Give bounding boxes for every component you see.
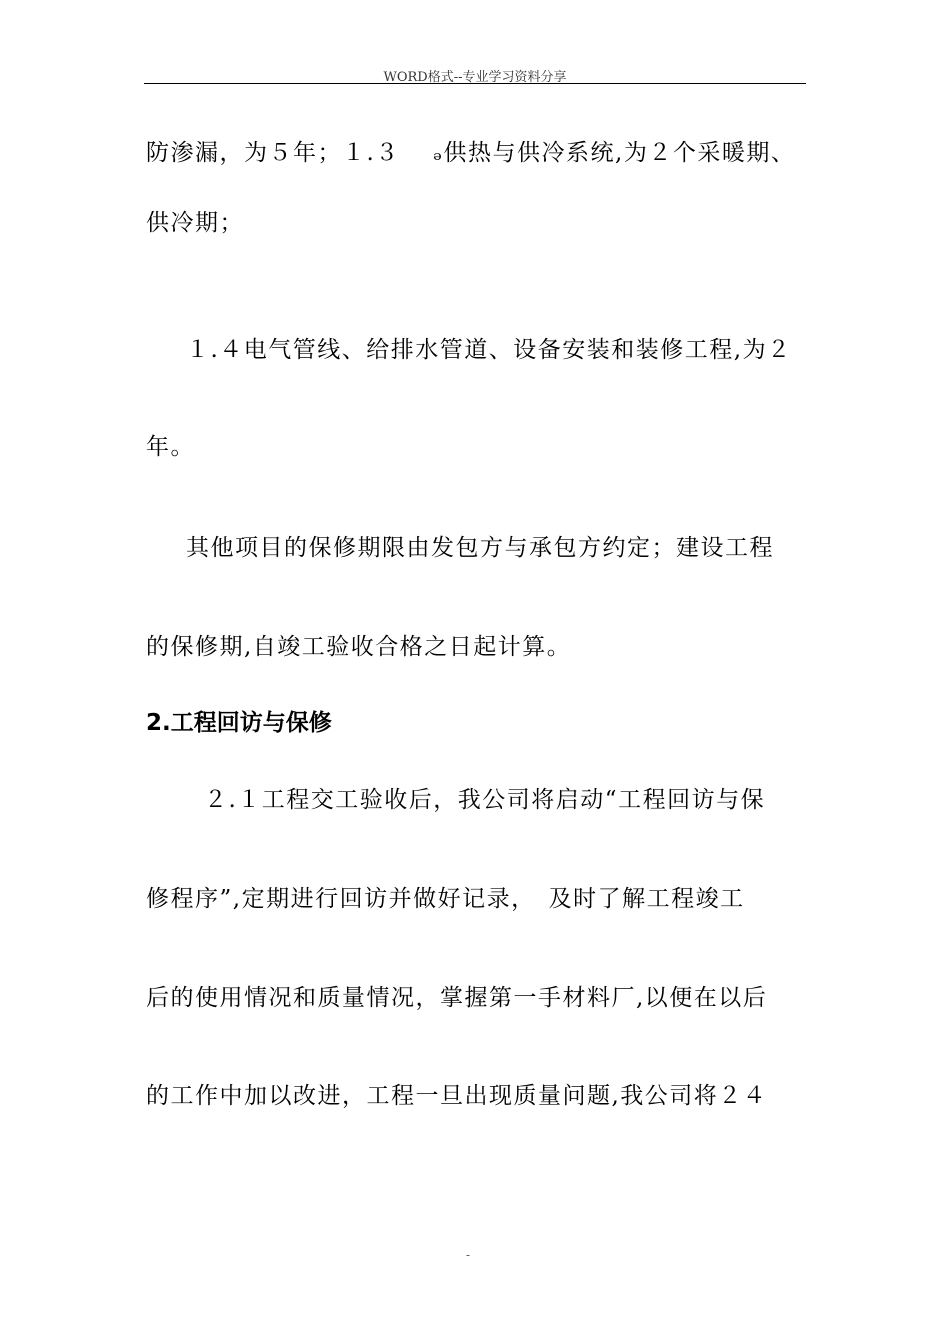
body-line-3: １.４电气管线、给排水管道、设备安装和装修工程,为２ [186, 337, 792, 363]
body-line-4: 年。 [146, 434, 195, 460]
header-rule [144, 83, 806, 84]
body-line-11: 的工作中加以改进，工程一旦出现质量问题,我公司将２４ [146, 1083, 768, 1109]
page-header: WORD格式--专业学习资料分享 [383, 70, 567, 85]
body-line-10: 后的使用情况和质量情况，掌握第一手材料厂,以便在以后 [146, 985, 768, 1011]
body-line-6: 的保修期,自竣工验收合格之日起计算。 [146, 634, 572, 660]
body-line-1: 防渗漏，为５年；１.３ ₔ供热与供冷系统,为２个采暖期、 [146, 140, 796, 166]
body-line-8: ２.１工程交工验收后，我公司将启动“工程回访与保 [204, 787, 766, 813]
body-line-2: 供冷期； [146, 210, 244, 236]
section-heading: 2.工程回访与保修 [146, 710, 332, 736]
page-footer: - [466, 1248, 471, 1262]
body-line-9: 修程序”,定期进行回访并做好记录， 及时了解工程竣工 [146, 886, 745, 912]
body-line-5: 其他项目的保修期限由发包方与承包方约定；建设工程 [186, 535, 774, 561]
